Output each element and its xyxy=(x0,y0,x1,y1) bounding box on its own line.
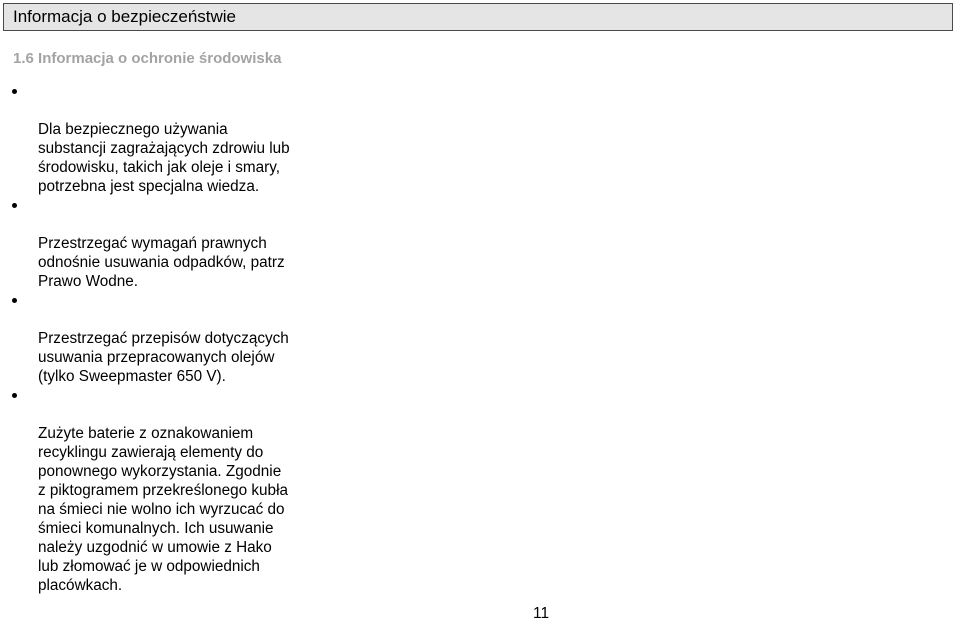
list-item-text: Zużyte baterie z oznakowaniem recyklingu zawierają elementy do ponownego wykorzystania. Zgodnie z piktogramem przekreślonego kubła na śmieci nie wolno ich wyrzucać do śmieci komunalnych. Ich usuwanie należy uzgodnić w umowie z Hako lub złomować je w odpowiednich placówkach. xyxy=(38,425,288,594)
section-header-bar xyxy=(3,3,953,31)
list-item xyxy=(0,82,420,196)
bullet-icon xyxy=(12,393,17,398)
section-heading xyxy=(13,50,281,67)
list-item-text: Dla bezpiecznego używania substancji zagrażających zdrowiu lub środowisku, takich jak oleje i smary, potrzebna jest specjalna wiedza. xyxy=(38,121,290,195)
list-item xyxy=(0,291,420,386)
list-item xyxy=(0,386,420,595)
list-item-text: Przestrzegać przepisów dotyczących usuwania przepracowanych olejów (tylko Sweepmaster 650 V). xyxy=(38,330,289,385)
bullet-list xyxy=(0,82,420,595)
page-number: 11 xyxy=(533,605,550,622)
list-item-text: Przestrzegać wymagań prawnych odnośnie usuwania odpadków, patrz Prawo Wodne. xyxy=(38,235,285,290)
header-title: Informacja o bezpieczeństwie xyxy=(13,7,237,26)
bullet-icon xyxy=(12,298,17,303)
section-number: 1.6 xyxy=(13,50,34,67)
list-item xyxy=(0,196,420,291)
bullet-icon xyxy=(12,203,17,208)
section-title: Informacja o ochronie środowiska xyxy=(38,50,282,67)
bullet-icon xyxy=(12,89,17,94)
